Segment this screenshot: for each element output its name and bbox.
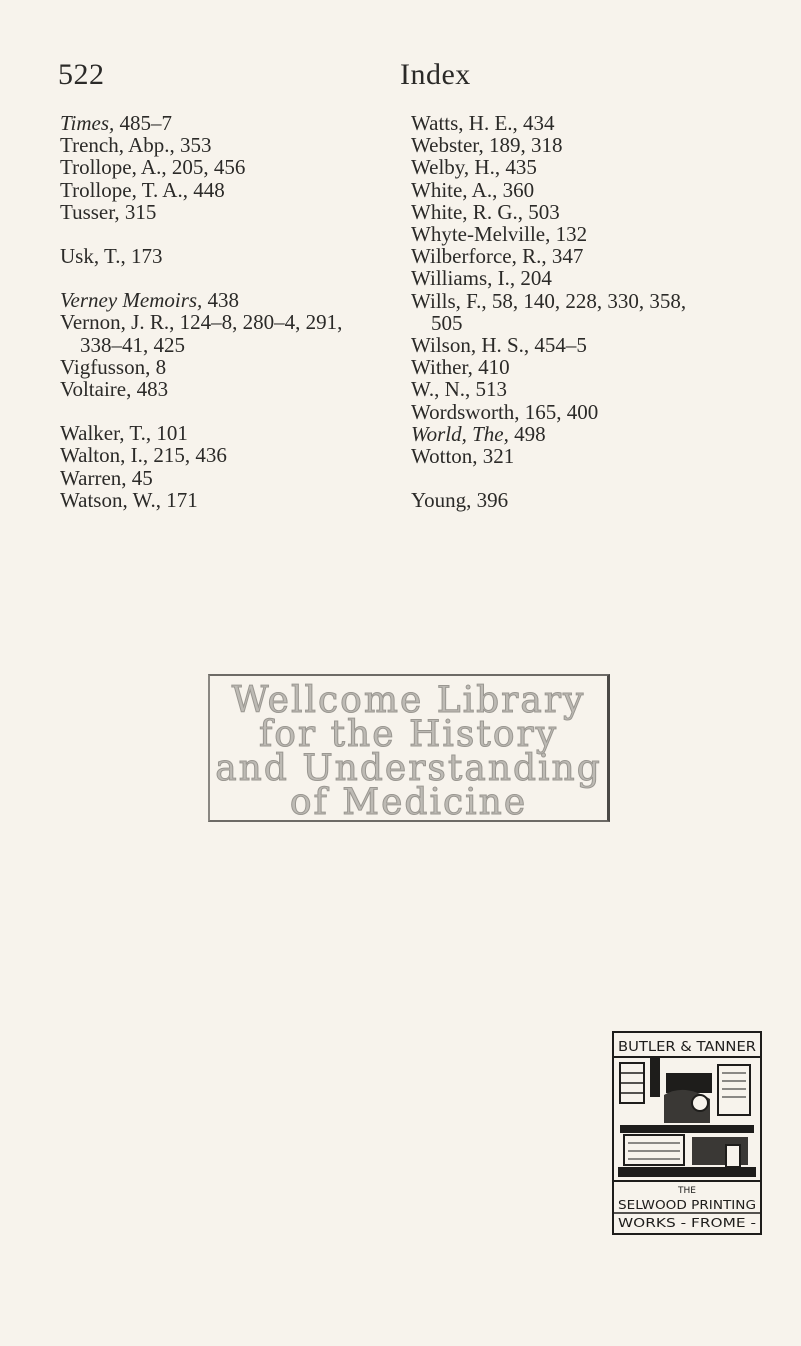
index-entry (411, 245, 796, 267)
index-entry-name: Williams, I., 204 (411, 266, 552, 291)
index-entry-pages: 438 (202, 288, 240, 313)
printer-logo-the: THE (678, 1186, 696, 1196)
library-stamp-line-3: and Understanding (215, 748, 602, 789)
index-column-right (411, 112, 796, 511)
index-entry-name: Walker, T., 101 (60, 421, 188, 446)
index-entry-name: Times, (60, 111, 115, 135)
index-column-left (60, 112, 400, 511)
library-stamp (208, 674, 610, 822)
index-entry (411, 312, 796, 334)
index-entry (60, 444, 400, 466)
index-entry-name: Trench, Abp., 353 (60, 133, 212, 158)
index-entry (411, 223, 796, 245)
index-entry (411, 290, 796, 312)
index-entry (411, 201, 796, 223)
index-entry (60, 156, 400, 178)
library-stamp-line-2: for the History (258, 714, 559, 755)
index-entry-name: Young, 396 (411, 488, 509, 513)
index-entry (60, 201, 400, 223)
index-entry (60, 134, 400, 156)
group-gap (411, 467, 796, 489)
printer-press-illustration (618, 1057, 756, 1179)
index-entry-name: Wilberforce, R., 347 (411, 244, 584, 269)
printer-logo-name: BUTLER & TANNER (618, 1040, 756, 1055)
index-entry (411, 112, 796, 134)
page-number: 522 (58, 58, 105, 91)
index-entry-name: Watts, H. E., 434 (411, 111, 555, 135)
index-entry (60, 289, 400, 311)
index-entry-name: Voltaire, 483 (60, 377, 169, 402)
index-entry (60, 311, 400, 333)
printer-logo (612, 1031, 762, 1235)
index-entry-name: Whyte-Melville, 132 (411, 222, 588, 247)
index-entry (60, 467, 400, 489)
index-entry-name: Wither, 410 (411, 355, 510, 380)
index-entry-name: Warren, 45 (60, 465, 153, 490)
index-entry (60, 334, 400, 356)
index-entry-name: Webster, 189, 318 (411, 133, 563, 158)
running-head: Index (400, 58, 471, 91)
library-stamp-line-1: Wellcome Library (231, 680, 586, 721)
index-entry-name: Usk, T., 173 (60, 244, 163, 269)
index-entry (411, 489, 796, 511)
index-entry-name: Wilson, H. S., 454–5 (411, 333, 587, 358)
index-entry-pages: 485–7 (114, 111, 173, 135)
index-entry (411, 134, 796, 156)
index-entry-name: Watson, W., 171 (60, 487, 198, 512)
index-entry (60, 378, 400, 400)
index-entry (411, 267, 796, 289)
index-entry-name: Trollope, T. A., 448 (60, 177, 225, 202)
index-entry (60, 356, 400, 378)
index-entry-pages: 498 (508, 421, 546, 446)
index-entry-name: W., N., 513 (411, 377, 508, 402)
index-entry (60, 179, 400, 201)
index-entry (411, 156, 796, 178)
index-entry-name: Wordsworth, 165, 400 (411, 399, 599, 424)
index-entry (411, 445, 796, 467)
index-entry-name: Verney Memoirs, (60, 288, 203, 313)
index-entry (60, 245, 400, 267)
index-entry-name: 338–41, 425 (80, 332, 185, 357)
index-entry (60, 422, 400, 444)
index-entry (60, 489, 400, 511)
index-entry-name: Wotton, 321 (411, 444, 515, 469)
index-entry (411, 334, 796, 356)
index-entry-name: White, A., 360 (411, 177, 535, 202)
index-entry-name: Vernon, J. R., 124–8, 280–4, 291, (60, 310, 343, 335)
index-entry-name: 505 (431, 310, 463, 335)
index-entry-name: White, R. G., 503 (411, 199, 560, 224)
index-entry-name: Tusser, 315 (60, 199, 157, 224)
printer-logo-line-2: WORKS - FROME - (618, 1215, 756, 1230)
group-gap (60, 223, 400, 245)
index-entry (411, 423, 796, 445)
index-entry-name: Wills, F., 58, 140, 228, 330, 358, (411, 288, 687, 313)
index-entry-name: Welby, H., 435 (411, 155, 537, 180)
index-entry (411, 356, 796, 378)
index-entry (411, 401, 796, 423)
printer-logo-line-1: SELWOOD PRINTING (618, 1197, 756, 1212)
index-entry (411, 378, 796, 400)
index-entry-name: World, The, (411, 421, 509, 446)
index-entry-name: Vigfusson, 8 (60, 354, 167, 379)
group-gap (60, 400, 400, 422)
index-entry-name: Trollope, A., 205, 456 (60, 155, 246, 180)
library-stamp-line-4: of Medicine (289, 782, 528, 822)
index-entry-name: Walton, I., 215, 436 (60, 443, 227, 468)
index-entry (60, 112, 400, 134)
index-entry (411, 179, 796, 201)
group-gap (60, 267, 400, 289)
